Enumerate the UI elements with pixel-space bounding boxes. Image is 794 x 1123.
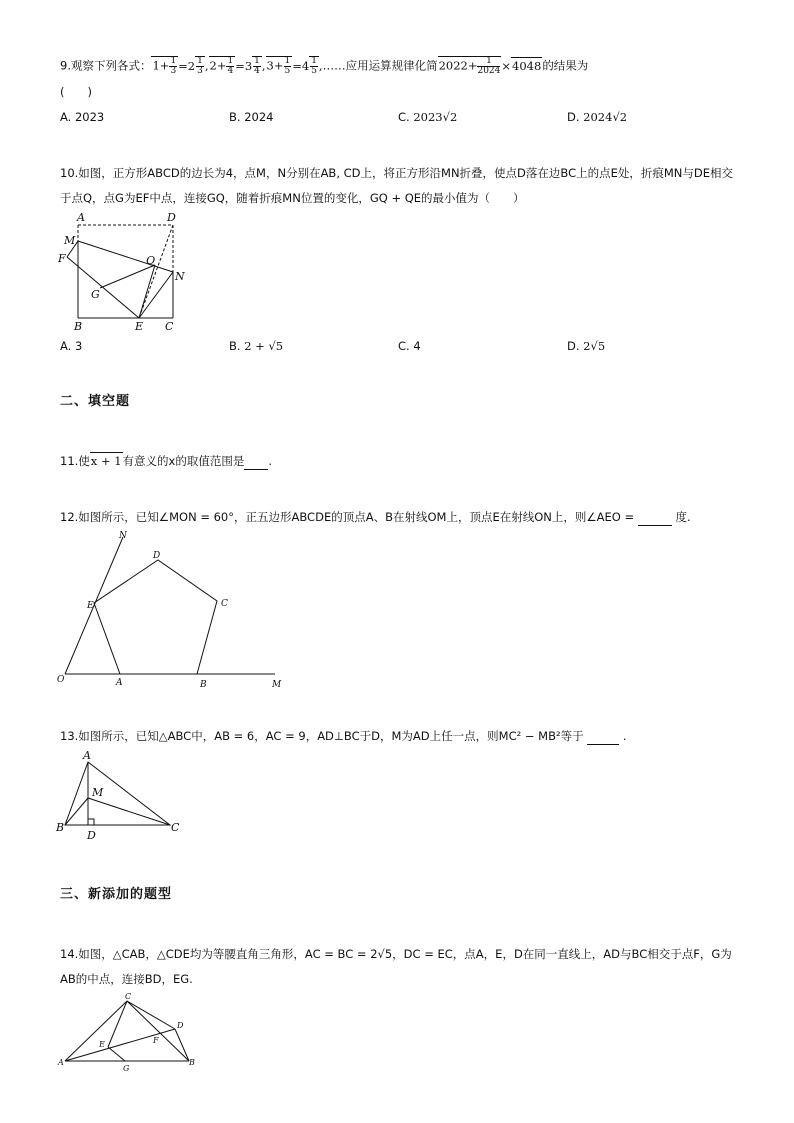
- label-F: F: [58, 252, 66, 265]
- label-D: D: [87, 829, 96, 842]
- option-value: 2√5: [583, 339, 606, 353]
- label-D: D: [167, 211, 176, 224]
- option-value: 2023√2: [413, 110, 458, 124]
- label-C: C: [165, 320, 174, 333]
- q9-option-a[interactable]: [60, 110, 104, 124]
- option-value: 2024: [244, 110, 274, 124]
- right-angle-mark: [88, 819, 94, 825]
- q12-post: 度.: [675, 510, 691, 524]
- q12-answer-blank[interactable]: [638, 509, 672, 526]
- label-N: N: [175, 270, 185, 283]
- segment-EG: [108, 1047, 125, 1061]
- q9-prefix: 9.观察下列各式：: [60, 58, 152, 73]
- q9-option-d[interactable]: [567, 110, 627, 124]
- option-label: D.: [567, 339, 580, 353]
- label-C: C: [221, 599, 228, 609]
- q14-line1: 14.如图，△CAB，△CDE均为等腰直角三角形，AC = BC = 2√5，DC = EC，点A，E，D在同一直线上，AD与BC相交于点F，G为: [60, 947, 732, 961]
- q13-post: .: [622, 729, 627, 743]
- option-label: C.: [398, 110, 410, 124]
- label-A: A: [58, 1058, 64, 1067]
- question-11: [60, 452, 272, 470]
- segment-MB: [65, 798, 88, 825]
- label-A: A: [116, 678, 123, 688]
- label-G: G: [91, 288, 100, 301]
- ray-ON: [65, 537, 123, 674]
- label-M: M: [272, 680, 282, 690]
- option-label: D.: [567, 110, 580, 124]
- fold-MN: [78, 241, 173, 272]
- q11-post: 有意义的x的取值范围是: [122, 454, 245, 468]
- question-12: [60, 509, 691, 526]
- q9-option-c[interactable]: [398, 110, 457, 124]
- section-3-title: 三、新添加的题型: [60, 887, 173, 902]
- label-N: N: [119, 531, 127, 541]
- label-M: M: [64, 234, 76, 247]
- q14-figure: [55, 990, 205, 1075]
- q13-answer-blank[interactable]: [587, 728, 619, 745]
- option-label: B.: [229, 339, 241, 353]
- option-label: A.: [60, 110, 72, 124]
- option-value: 4: [413, 339, 421, 353]
- label-B: B: [200, 680, 207, 690]
- option-value: 3: [74, 339, 83, 353]
- label-B: B: [189, 1058, 195, 1067]
- label-E: E: [87, 601, 94, 611]
- label-F: F: [153, 1036, 159, 1045]
- q10-figure: [55, 210, 195, 335]
- q9-middle: ……应用运算规律化简: [322, 58, 438, 73]
- q9-paren: ( ): [60, 85, 92, 99]
- q13-figure: [55, 743, 185, 843]
- q9-formula-series: 1+ $\frac{1}{3}$ =2 $\frac{1}{3}$ ,2+ $\frac{1}{4}$ =3 $\frac{1}{4}$ ,3+ $\frac{1}{5}$ =4 $\frac{1}{5}$ ,: [152, 56, 323, 76]
- label-C: C: [171, 821, 180, 834]
- label-D: D: [153, 551, 161, 561]
- q9-option-b[interactable]: [229, 110, 273, 124]
- q13-pre: 13.如图所示，已知△ABC中，AB = 6，AC = 9，AD⊥BC于D，M为AD上任一点，则MC² − MB²等于: [60, 729, 584, 743]
- q10-line1: 10.如图，正方形ABCD的边长为4，点M，N分别在AB, CD上，将正方形沿MN折叠，使点D落在边BC上的点E处，折痕MN与DE相交: [60, 166, 734, 180]
- triangle-ABC: [65, 762, 170, 825]
- q11-pre: 11.使: [60, 454, 90, 468]
- q12-pre: 12.如图所示，已知∠MON = 60°，正五边形ABCDE的顶点A、B在射线OM上，顶点E在射线ON上，则∠AEO =: [60, 510, 635, 524]
- q10-line2: 于点Q，点G为EF中点，连接GQ，随着折痕MN位置的变化，GQ + QE的最小值为（ ）: [60, 191, 525, 205]
- segment-GQ: [100, 265, 155, 288]
- label-G: G: [123, 1064, 130, 1073]
- option-value: 2024√2: [583, 110, 628, 124]
- segment-EN: [139, 272, 173, 318]
- option-value: 2023: [74, 110, 105, 124]
- q9-suffix: 的结果为: [542, 58, 589, 73]
- q9-expression: 2022+ $\frac{1}{2024}$ ×4048: [438, 56, 542, 76]
- pentagon-ABCDE: [94, 560, 217, 674]
- q11-end: .: [268, 454, 273, 468]
- label-O: O: [57, 675, 65, 685]
- segment-QE: [139, 265, 155, 318]
- segment-MC: [88, 798, 170, 825]
- label-Q: Q: [146, 254, 156, 267]
- label-A: A: [77, 211, 85, 224]
- segment-DE: [139, 225, 173, 318]
- q10-option-b[interactable]: [229, 339, 283, 353]
- q11-radical: x + 1: [90, 454, 122, 468]
- segment-DB: [175, 1029, 189, 1061]
- label-E: E: [135, 320, 144, 333]
- label-A: A: [83, 749, 91, 762]
- segment-CE: [108, 1001, 127, 1047]
- label-B: B: [56, 821, 65, 834]
- segment-CB: [127, 1001, 189, 1061]
- label-C: C: [125, 992, 132, 1001]
- q10-option-c[interactable]: [398, 339, 421, 353]
- question-9: [60, 56, 750, 76]
- q14-line2: AB的中点，连接BD，EG.: [60, 972, 193, 986]
- section-2-title: 二、填空题: [60, 394, 131, 409]
- option-label: A.: [60, 339, 72, 353]
- q11-answer-blank[interactable]: [244, 453, 268, 470]
- q10-option-d[interactable]: [567, 339, 605, 353]
- option-label: C.: [398, 339, 410, 353]
- label-B: B: [74, 320, 83, 333]
- option-label: B.: [229, 110, 241, 124]
- label-E: E: [99, 1040, 105, 1049]
- q10-option-a[interactable]: [60, 339, 82, 353]
- label-D: D: [177, 1021, 184, 1030]
- option-value: 2 + √5: [244, 339, 284, 353]
- q12-figure: [55, 525, 295, 695]
- label-M: M: [92, 786, 104, 799]
